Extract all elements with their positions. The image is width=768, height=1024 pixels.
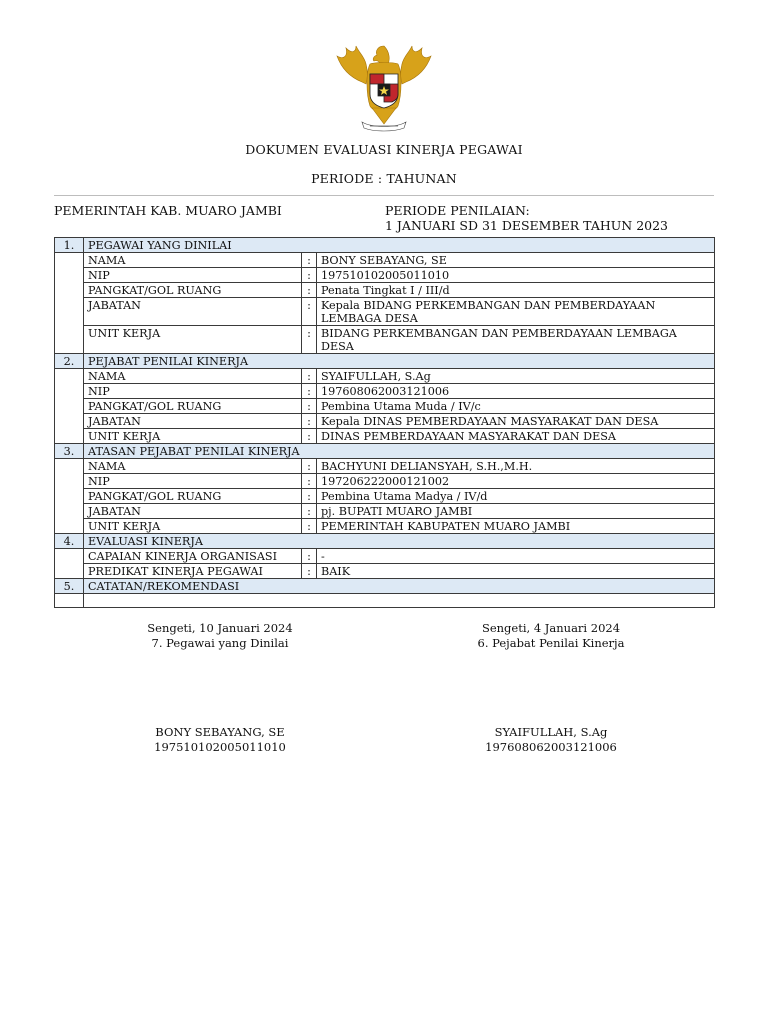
table-row: [55, 459, 715, 474]
section-header-row: [55, 238, 715, 253]
signature-left-role: 7. Pegawai yang Dinilai: [151, 636, 289, 650]
signer-right-nip: 197608062003121006: [485, 740, 617, 754]
section-header-row: [55, 354, 715, 369]
row-colon: :: [302, 268, 317, 283]
row-label: NAMA: [84, 369, 302, 384]
table-row: [55, 474, 715, 489]
row-colon: :: [302, 283, 317, 298]
row-value: BACHYUNI DELIANSYAH, S.H.,M.H.: [317, 459, 715, 474]
row-label: PANGKAT/GOL RUANG: [84, 489, 302, 504]
row-colon: :: [302, 474, 317, 489]
section-number: 3.: [55, 444, 84, 459]
section-title: CATATAN/REKOMENDASI: [84, 579, 715, 594]
row-colon: :: [302, 504, 317, 519]
section-number: 4.: [55, 534, 84, 549]
row-label: UNIT KERJA: [84, 429, 302, 444]
table-row: [55, 253, 715, 268]
row-colon: :: [302, 369, 317, 384]
row-colon: :: [302, 384, 317, 399]
signer-left-name: BONY SEBAYANG, SE: [155, 725, 285, 739]
signature-right: [431, 621, 671, 651]
row-colon: :: [302, 326, 317, 354]
row-value: Kepala DINAS PEMBERDAYAAN MASYARAKAT DAN DESA: [317, 414, 715, 429]
row-colon: :: [302, 549, 317, 564]
row-value: PEMERINTAH KABUPATEN MUARO JAMBI: [317, 519, 715, 534]
signature-right-role: 6. Pejabat Penilai Kinerja: [477, 636, 625, 650]
table-row: [55, 384, 715, 399]
row-label: UNIT KERJA: [84, 326, 302, 354]
row-value: Pembina Utama Madya / IV/d: [317, 489, 715, 504]
section-spacer: [55, 369, 84, 444]
garuda-emblem-icon: [332, 42, 436, 132]
row-value: 197510102005011010: [317, 268, 715, 283]
row-value: -: [317, 549, 715, 564]
row-colon: :: [302, 253, 317, 268]
notes-cell: [84, 594, 715, 608]
row-label: NAMA: [84, 253, 302, 268]
row-label: PREDIKAT KINERJA PEGAWAI: [84, 564, 302, 579]
row-value: pj. BUPATI MUARO JAMBI: [317, 504, 715, 519]
table-row: [55, 326, 715, 354]
row-value: BAIK: [317, 564, 715, 579]
period-label: PERIODE : TAHUNAN: [311, 171, 457, 186]
row-label: PANGKAT/GOL RUANG: [84, 283, 302, 298]
section-spacer: [55, 594, 84, 608]
section-title: ATASAN PEJABAT PENILAI KINERJA: [84, 444, 715, 459]
row-value: Kepala BIDANG PERKEMBANGAN DAN PEMBERDAYAAN LEMBAGA DESA: [317, 298, 715, 326]
table-row: [55, 489, 715, 504]
divider: [54, 195, 714, 196]
section-header-row: [55, 579, 715, 594]
signer-right-name: SYAIFULLAH, S.Ag: [494, 725, 608, 739]
assessment-period: [385, 203, 668, 233]
row-label: UNIT KERJA: [84, 519, 302, 534]
row-label: JABATAN: [84, 414, 302, 429]
signer-left: [100, 725, 340, 755]
row-label: NIP: [84, 474, 302, 489]
row-colon: :: [302, 489, 317, 504]
document-title: DOKUMEN EVALUASI KINERJA PEGAWAI: [245, 142, 523, 157]
table-row: [55, 519, 715, 534]
section-spacer: [55, 253, 84, 354]
row-colon: :: [302, 399, 317, 414]
table-row: [55, 298, 715, 326]
row-value: DINAS PEMBERDAYAAN MASYARAKAT DAN DESA: [317, 429, 715, 444]
section-number: 1.: [55, 238, 84, 253]
section-title: PEJABAT PENILAI KINERJA: [84, 354, 715, 369]
row-label: JABATAN: [84, 504, 302, 519]
table-row: [55, 283, 715, 298]
row-value: SYAIFULLAH, S.Ag: [317, 369, 715, 384]
row-label: NIP: [84, 268, 302, 283]
table-row: [55, 549, 715, 564]
row-colon: :: [302, 429, 317, 444]
row-colon: :: [302, 519, 317, 534]
row-label: CAPAIAN KINERJA ORGANISASI: [84, 549, 302, 564]
row-colon: :: [302, 459, 317, 474]
table-row: [55, 399, 715, 414]
row-value: 197206222000121002: [317, 474, 715, 489]
government-label: PEMERINTAH KAB. MUARO JAMBI: [54, 203, 282, 218]
signature-left: [100, 621, 340, 651]
section-header-row: [55, 444, 715, 459]
section-spacer: [55, 549, 84, 579]
row-value: Pembina Utama Muda / IV/c: [317, 399, 715, 414]
table-row: [55, 369, 715, 384]
table-row: [55, 429, 715, 444]
row-colon: :: [302, 298, 317, 326]
row-label: NAMA: [84, 459, 302, 474]
table-row: [55, 268, 715, 283]
table-row: [55, 414, 715, 429]
row-value: BONY SEBAYANG, SE: [317, 253, 715, 268]
section-spacer: [55, 459, 84, 534]
table-row: [55, 564, 715, 579]
row-label: PANGKAT/GOL RUANG: [84, 399, 302, 414]
row-colon: :: [302, 564, 317, 579]
section-title: PEGAWAI YANG DINILAI: [84, 238, 715, 253]
assessment-period-label: PERIODE PENILAIAN:: [385, 203, 530, 218]
section-number: 2.: [55, 354, 84, 369]
notes-row: [55, 594, 715, 608]
signature-left-date: Sengeti, 10 Januari 2024: [147, 621, 293, 635]
signer-right: [431, 725, 671, 755]
row-label: NIP: [84, 384, 302, 399]
section-header-row: [55, 534, 715, 549]
row-value: Penata Tingkat I / III/d: [317, 283, 715, 298]
row-colon: :: [302, 414, 317, 429]
row-value: 197608062003121006: [317, 384, 715, 399]
signature-right-date: Sengeti, 4 Januari 2024: [481, 621, 621, 635]
section-title: EVALUASI KINERJA: [84, 534, 715, 549]
signer-left-nip: 197510102005011010: [154, 740, 286, 754]
evaluation-table: [54, 237, 715, 608]
assessment-period-value: 1 JANUARI SD 31 DESEMBER TAHUN 2023: [385, 218, 669, 233]
table-row: [55, 504, 715, 519]
section-number: 5.: [55, 579, 84, 594]
row-value: BIDANG PERKEMBANGAN DAN PEMBERDAYAAN LEMBAGA DESA: [317, 326, 715, 354]
row-label: JABATAN: [84, 298, 302, 326]
